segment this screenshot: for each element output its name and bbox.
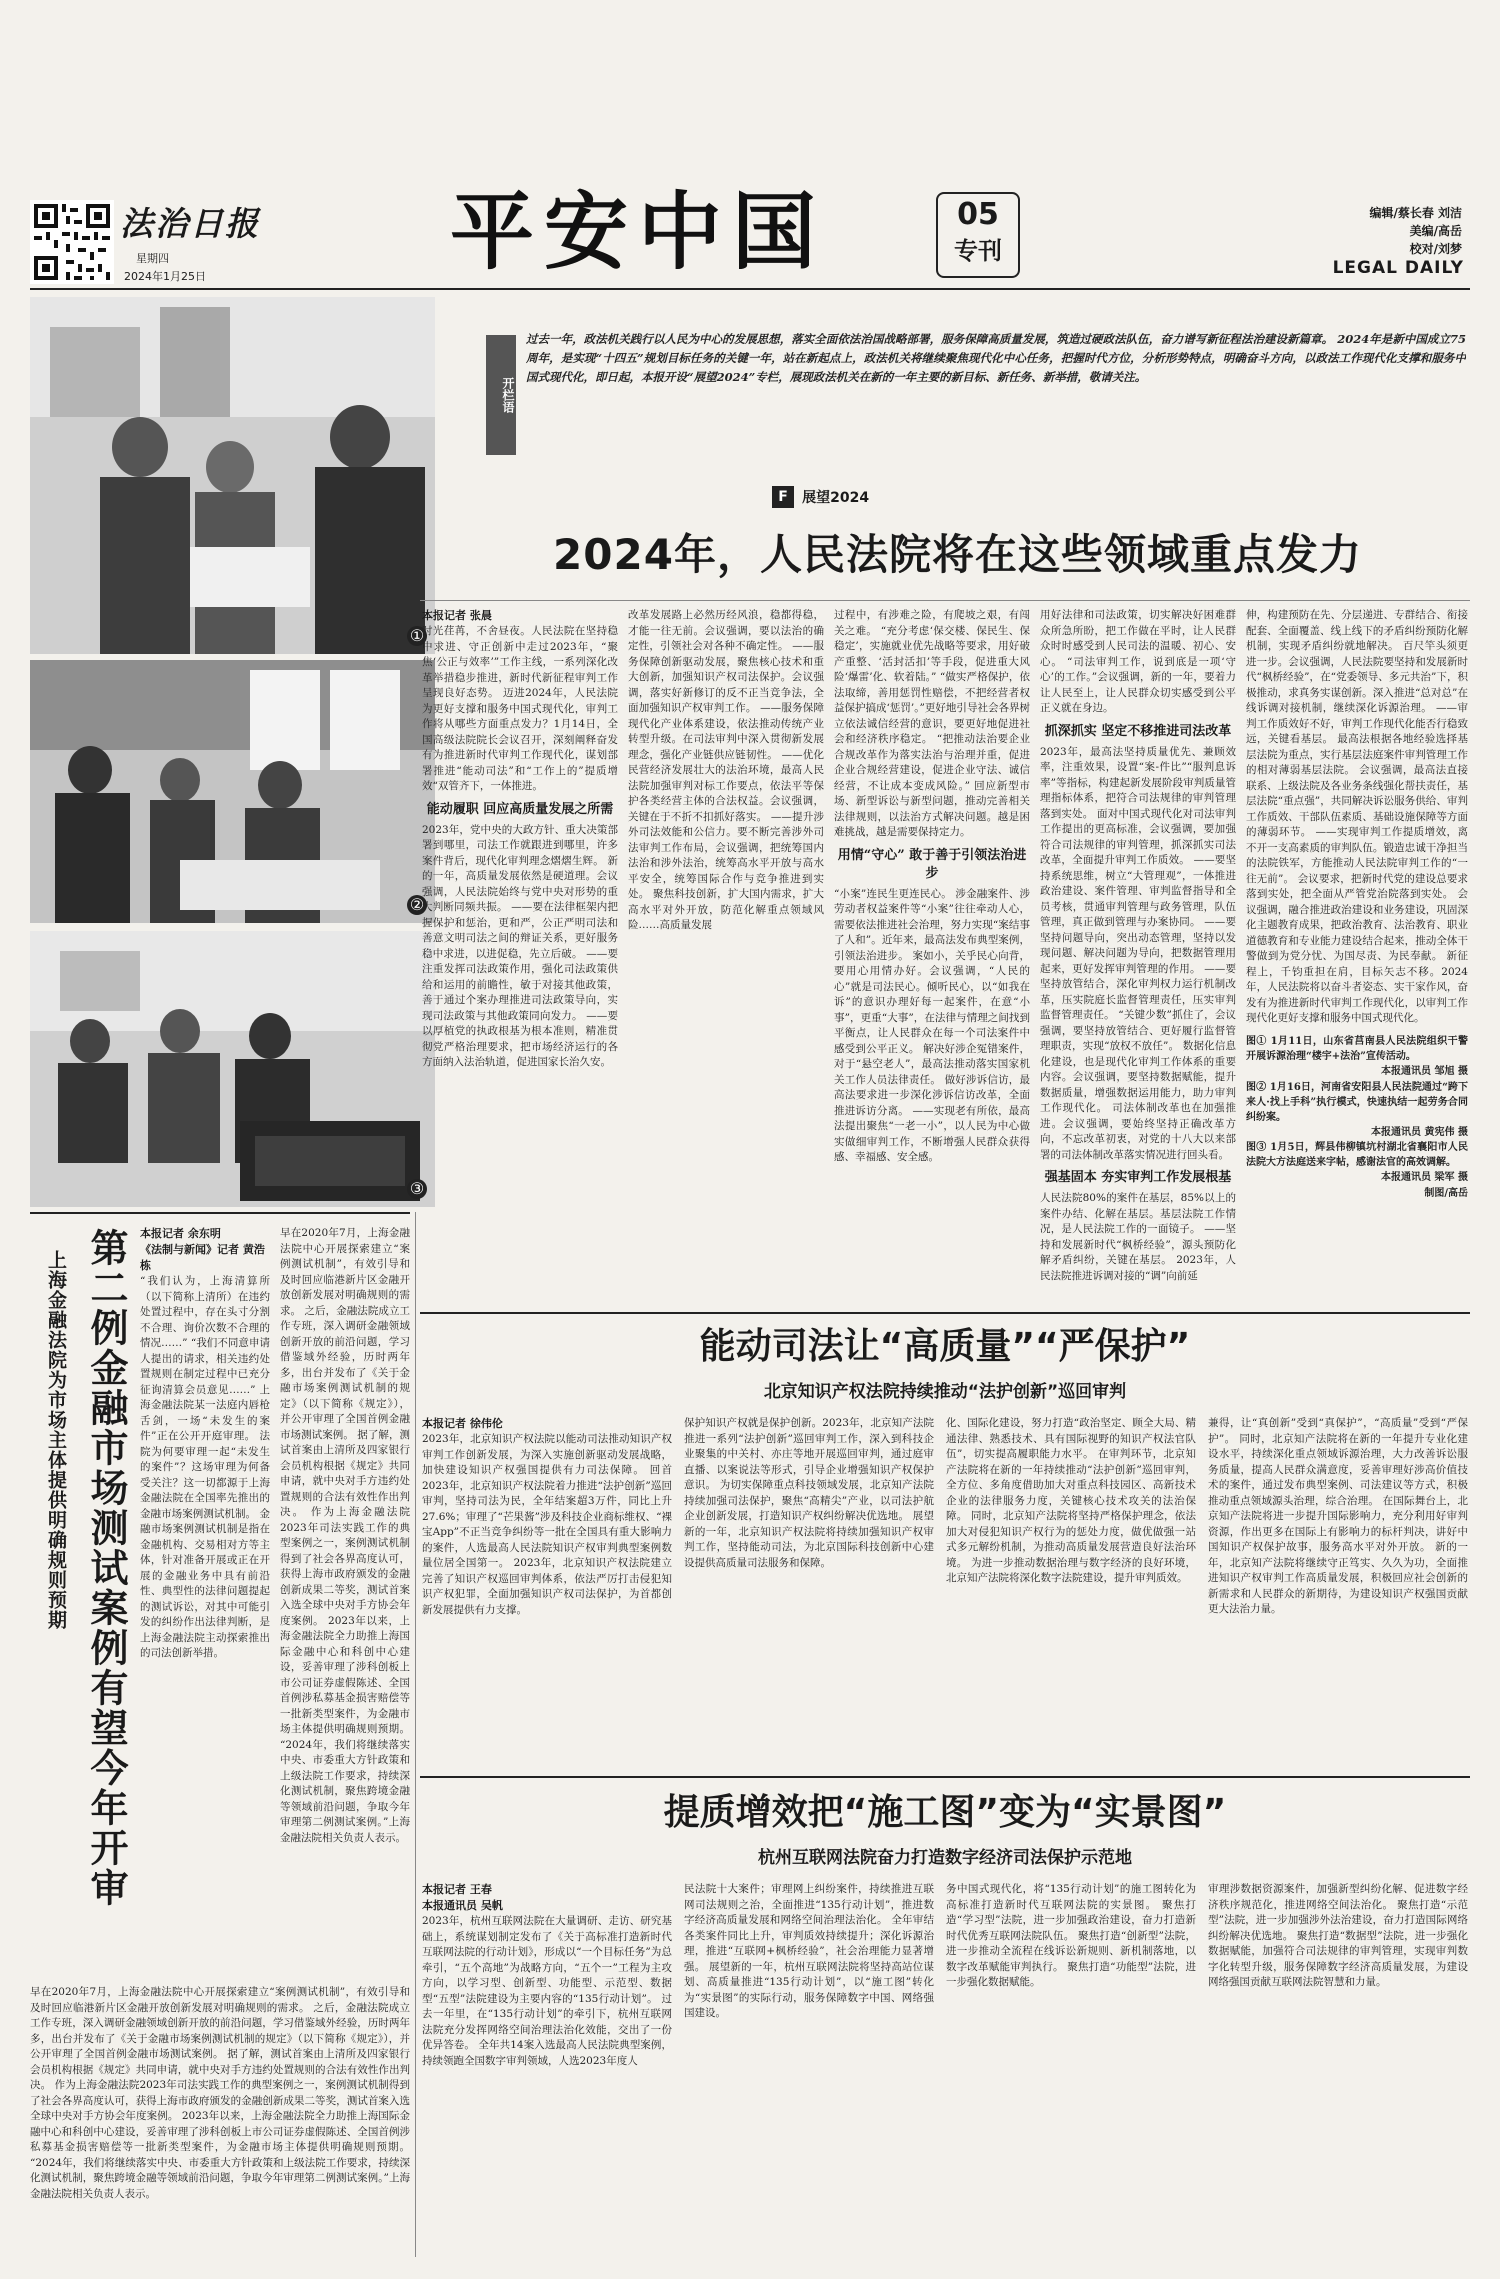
vertical-divider [415, 1212, 416, 2257]
article3-col4-text: 兼得，让“真创新”受到“真保护”，“高质量”受到“严保护”。 同时，北京知产法院将在新的一年提升专业化建设水平，持续深化重点领域诉源治理，大力改善诉讼服务质量，提高人民群众满意度，妥善审理好涉高价值技术的案件，通过发布典型案例、司法建议等方式，积极推动重点领域源头治理，综合治理。 在国际舞台上，北京知产法院将进一步提升国际影响力，充分利用好审判资源，作出更多在国际上有影响力的标杆判决，讲好中国知识产权保护故事，服务高水平对外开放。 新的一年，北京知产法院将继续守正笃实、久久为功，全面推进知识产权审判工作高质量发展，积极回应社会创新的新需求和人民群众的新期待，为建设知识产权强国贡献更大法治力量。 [1208, 1417, 1468, 1615]
article3-col1-text: 2023年，北京知识产权法院以能动司法推动知识产权审判工作创新发展，为深入实施创新驱动发展战略，加快建设知识产权强国提供有力司法保障。 回首2023年，北京知识产权法院着力推进“法护创新”巡回审判，坚持司法为民，全年结案超3万件，同比上升27.6%；审理了“芒果酱”涉及科技企业商标维权、“裸宝App”不正当竞争纠纷等一批在全国具有重大影响力的案件，人选最高人民法院知识产权审判典型案例数量位居全国第一。 2023年，北京知识产权法院建立完善了知识产权巡回审判体系，依法严厉打击侵犯知识产权犯罪，全面加强知识产权司法保护，为首都创新发展提供有力支撑。 [422, 1433, 672, 1616]
article3-col4 [1208, 1416, 1468, 1766]
intro-tag [486, 335, 516, 455]
page-number-box [936, 192, 1020, 278]
article2-subhead: 上海金融法院为市场主体提供明确规则预期 [45, 1250, 67, 1630]
graphic-credit: 制图/高岳 [1424, 1187, 1468, 1199]
caption-3-credit: 本报通讯员 梁军 摄 [1381, 1172, 1468, 1183]
column-badge [772, 486, 869, 512]
photo-3 [30, 931, 435, 1207]
article4-headline: 提质增效把“施工图”变为“实景图” [663, 1792, 1227, 1833]
article4-col3 [946, 1882, 1196, 2257]
article2-byline-2: 《法制与新闻》记者 黄浩栋 [140, 1243, 265, 1272]
qr-code [30, 200, 114, 284]
page-number: 05 [957, 197, 999, 232]
article4-col2 [684, 1882, 934, 2257]
editor-credit-1: 编辑/蔡长春 刘洁 [1369, 206, 1462, 220]
article1-col3-text-a: 过程中，有涉难之险，有爬坡之艰，有闯关之难。 “充分考虑‘保交楼、保民生、保稳定’，实施就业优先战略等要求，用好破产重整、‘活封活扣’等手段，促进重大风险‘爆雷’化、软着陆。” “做实严格保护，依法取缔，善用惩罚性赔偿，不把经营者权益保护搞成‘惩罚’。”更好地引导社会各界树立依法诚信经营的意识，要更好地促进社会和经济秩序稳定。 “把推动法治要企业合规改革作为落实法治与治理并重，促进企业合规经营建设，促进企业守法、诚信经营，不让成本变成风险。” 回应新型市场、新型诉讼与新型问题，推动完善相关法律规则，以法治方式解决问题。越是困难挑战，越是需要保持定力。 [834, 609, 1030, 838]
article4-byline-2: 本报通讯员 吴帆 [422, 1899, 503, 1912]
weekday: 星期四 [136, 252, 169, 265]
article1-byline: 本报记者 张晨 [422, 609, 492, 622]
article3-headline: 能动司法让“高质量”“严保护” [699, 1326, 1191, 1367]
article1-subhead-3: 抓深抓实 坚定不移推进司法改革 [1044, 723, 1232, 739]
masthead-rule [30, 288, 1470, 290]
article1-headline: 2024年，人民法院将在这些领域重点发力 [553, 530, 1362, 579]
article1-rule [420, 600, 1470, 601]
issue-date: 2024年1月25日 [124, 270, 206, 283]
article2-top-rule [30, 1212, 410, 1214]
article1-col4-text-a: 用好法律和司法政策，切实解决好困难群众所急所盼，把工作做在平时，让人民群众时时感受到人民司法的温暖、初心、安心。 “司法审判工作，说到底是一项‘守心’的工作。”会议强调，新的一年，要着力让人民至上，让人民群众切实感受到公平正义就在身边。 [1040, 609, 1236, 714]
article1-col1-text-a: 时光荏苒，不舍昼夜。人民法院在坚持稳中求进、守正创新中走过2023年，“聚焦‘公正与效率’”工作主线，一系列深化改革举措稳步推进，新时代新征程审判工作呈现良好态势。 迈进2024年，人民法院为更好支撑和服务中国式现代化，审判工作将从哪些方面重点发力？1月14日，全国高级法院院长会议召开，深刻阐释奋发有为推进新时代审判工作现代化，谋划部署推进“能动司法”和“工作上的”提质增效“双管齐下，一体推进。 [422, 625, 618, 792]
photo-2-label: ② [407, 895, 427, 915]
article4-col3-text: 务中国式现代化，将“135行动计划”的施工图转化为高标准打造新时代互联网法院的实景图。 聚焦打造“学习型”法院，进一步加强政治建设，奋力打造新时代优秀互联网法院队伍。 聚焦打造“创新型”法院，进一步推动全流程在线诉讼新规则、新机制落地，以数字改革赋能审判执行。 聚焦打造“功能型”法院，进一步强化数据赋能。 [946, 1883, 1196, 1988]
article1-col4-text-b: 2023年，最高法坚持质量优先、兼顾效率，注重效果，设置“案-件比”“服判息诉率”等指标，构建起新发展阶段审判质量管理指标体系，把符合司法规律的审判管理落到实处。 面对中国式现代化对司法审判工作提出的更高标准，会议强调，要加强符合司法规律的审判管理，抓深抓实司法改革，全面提升审判工作质效。 ——要坚持系统思维，树立“大管理观”，一体推进政治建设、案件管理、审判监督指导和全员考核，贯通审判管理与政务管理，队伍管理，真正做到管理与办案协同。 ——要坚持问题导向，突出动态管理，坚持以发现问题、解决问题为导向，把数据管理用起来，更好发挥审判管理的作用。 ——要坚持放管结合，深化审判权力运行机制改革，压实院庭长监督管理责任，压实审判监督管理责任。 “关键少数”抓住了，会议强调，要坚持放管结合、更好履行监督管理职责，实现“放权不放任”。 数据化信息化建设，也是现代化审判工作体系的重要内容。会议强调，要坚持数据赋能，提升数据质量，增强数据运用能力，助力审判工作现代化。 司法体制改革也在加强推进。会议强调，要始终坚持正确改革方向，不忘改革初衷，对党的十八大以来部署的司法体制改革落实情况进行回头看。 [1040, 745, 1236, 1161]
article1-col5-text: 伸，构建预防在先、分层递进、专群结合、衔接配套、全面覆盖、线上线下的矛盾纠纷预防化解机制，实现矛盾纠纷就地解决。 百尺竿头须更进一步。会议强调，人民法院要坚持和发展新时代“枫桥经验”，在“党委领导、多元共治”下，积极推动，求真务实谋创新。深入推进“总对总”在线诉调对接机制，继续深化诉源治理。 ——审判工作质效好不好，审判工作现代化能否行稳致远，关键看基层。 最高法根据各地经验选择基层法院为重点，实行基层法庭案件审判管理工作的相对薄弱基层法院。 会议强调，最高法直接联系、上级法院及各业务条线强化帮扶责任，基层法院“重点强”，共同解决诉讼服务供给、审判工作质效、干部队伍素质、基础设施保障等方面的薄弱环节。 ——实现审判工作提质增效，离不开一支高素质的审判队伍。锻造忠诚干净担当的法院铁军，方能推动人民法院审判工作的“一往无前”。 会议要求，把新时代党的建设总要求落到实处，把全面从严管党治院落到实处。 会议强调，融合推进政治建设和业务建设，巩固深化主题教育成果，把政治教育、法治教育、职业道德教育和专业能力建设结合起来，推动全体干警做到为党分忧、为国尽责、为民奉献。 新征程上，千钧重担在肩，目标矢志不移。2024年，人民法院将以奋斗者姿态、实干家作风，奋发有为推进新时代审判工作现代化，以审判工作现代化更好支撑和服务中国式现代化。 [1246, 609, 1468, 1024]
article3-col2-text: 保护知识产权就是保护创新。2023年，北京知产法院推进一系列“法护创新”巡回审判工作，深入到科技企业聚集的中关村、亦庄等地开展巡回审判，通过庭审直播、以案说法等形式，引导企业增强知识产权保护意识。 为切实保障重点科技领域发展，北京知产法院持续加强司法保护，聚焦“高精尖”产业，以司法护航企业创新发展，打造知识产权纠纷解决优选地。 展望新的一年，北京知识产权法院将持续加强知识产权审判工作，坚持能动司法，为北京国际科技创新中心建设提供高质量司法服务和保障。 [684, 1417, 934, 1569]
article4-byline-1: 本报记者 王春 [422, 1883, 492, 1896]
caption-2: 图② 1月16日，河南省安阳县人民法院通过“跨下来人·找上手科”执行模式，快速执结一起劳务合同纠纷案。 [1246, 1081, 1468, 1123]
page-kind: 专刊 [954, 237, 1002, 265]
article4-subhead: 杭州互联网法院奋力打造数字经济司法保护示范地 [758, 1848, 1132, 1868]
article4-top-rule [420, 1776, 1470, 1778]
article2-text-continued: 早在2020年7月，上海金融法院中心开展探索建立“案例测试机制”，有效引导和及时回应临港新片区金融开放创新发展对明确规则的需求。 之后，金融法院成立工作专班，深入调研金融领域创新开放的前沿问题，学习借鉴域外经验，历时两年多，出台并发布了《关于金融市场案例测试机制的规定》（以下简称《规定》），并公开审理了全国首例金融市场测试案例。 据了解，测试首案由上清所及四家银行会员机构根据《规定》共同申请，就中央对手方违约处置规则的合法有效性作出判决。 作为上海金融法院2023年司法实践工作的典型案例之一，案例测试机制得到了社会各界高度认可，获得上海市政府颁发的金融创新成果二等奖，测试首案入选全球中央对手方协会年度案例。 2023年以来，上海金融法院全力助推上海国际金融中心和科创中心建设，妥善审理了涉科创板上市公司证券虚假陈述、全国首例涉私募基金损害赔偿等一批新类型案件，为金融市场主体提供明确规则预期。 “2024年，我们将继续落实中央、市委重大方针政策和上级法院工作要求，持续深化测试机制，聚焦跨境金融等领域前沿问题，争取今年审理第二例测试案例。”上海金融法院相关负责人表示。 [30, 1986, 410, 2200]
article2-col1 [140, 1226, 270, 1978]
article1-col2 [628, 608, 824, 1305]
article1-subhead-4: 强基固本 夯实审判工作发展根基 [1044, 1170, 1232, 1185]
badge-label: 展望2024 [802, 490, 870, 506]
photo-1-label: ① [407, 626, 427, 646]
article1-col4-text-c: 人民法院80%的案件在基层，85%以上的案件办结、化解在基层。基层法院工作情况，是人民法院工作的一面镜子。 ——坚持和发展新时代“枫桥经验”，源头预防化解矛盾纠纷，关键在基层。 2023年，人民法院推进诉调对接的“调”向前延 [1040, 1192, 1236, 1282]
article1-col2-text: 改革发展路上必然历经风浪，稳都得稳，才能一往无前。会议强调，要以法治的确定性，引领社会对各种不确定性。 ——服务保障创新驱动发展，聚焦核心技术和重大创新，加强知识产权司法保护。会议强调，落实好新修订的反不正当竞争法，全面加强知识产权审判工作。 ——服务保障现代化产业体系建设，依法推动传统产业转型升级。在司法审判中深入贯彻新发展理念，强化产业链供应链韧性。 ——优化民营经济发展壮大的法治环境，最高人民法院加强审判对标工作要点，依法平等保护各类经营主体的合法权益。会议强调，关键在于不折不扣抓好落实。 ——提升涉外司法效能和公信力。要不断完善涉外司法审判工作布局，会议强调，把统筹国内法治和涉外法治，统筹高水平开放与高水平安全，统筹国际合作与竞争推进到实处。 聚焦科技创新，扩大国内需求，扩大高水平对外开放，防范化解重点领域风险……高质量发展 [628, 609, 824, 931]
article1-subhead-2: 用情“守心” 敢于善于引领法治进步 [837, 847, 1027, 881]
article3-top-rule [420, 1312, 1470, 1314]
article2-bottom [30, 1985, 410, 2255]
article2-headline: 第二例金融市场测试案例有望今年开审 [84, 1228, 128, 1908]
intro-text: 过去一年，政法机关践行以人民为中心的发展思想，落实全面依法治国战略部署，服务保障高质量发展，筑造过硬政法队伍，奋力谱写新征程法治建设新篇章。 2024年是新中国成立75周年，是实现“十四五”规划目标任务的关键一年，站在新起点上，政法机关将继续聚焦现代化中心任务，把握时代方位，分析形势特点，明确奋斗方向，以政法工作现代化支撑和服务中国式现代化，即日起，本报开设“展望2024”专栏，展现政法机关在新的一年主要的新目标、新任务、新举措，敬请关注。 [526, 332, 1466, 384]
article1-col3 [834, 608, 1030, 1305]
article1-col4 [1040, 608, 1236, 1305]
caption-1-credit: 本报通讯员 邹旭 摄 [1381, 1066, 1468, 1077]
article4-col1 [422, 1882, 672, 2257]
legal-daily-wordmark: LEGAL DAILY [1332, 258, 1464, 278]
article4-col1-text: 2023年，杭州互联网法院在大量调研、走访、研究基础上，系统谋划制定发布了《关于高标准打造新时代互联网法院的行动计划》，形成以“一个目标任务”为总牵引，“五个高地”为战略方向，“五个一”工程为主攻方向，以学习型、创新型、功能型、示范型、数据型“五型”法院建设为主要内容的“135行动计划”。 过去一年里，在“135行动计划”的牵引下，杭州互联网法院充分发挥网络空间治理法治化效能，交出了一份优异答卷。 全年共14案入选最高人民法院典型案例，持续领跑全国数字审判领域，人选2023年度人 [422, 1915, 672, 2067]
article3-subhead: 北京知识产权法院持续推动“法护创新”巡回审判 [763, 1382, 1127, 1402]
editor-credit-2: 美编/高岳 [1409, 224, 1462, 238]
article3-col3 [946, 1416, 1196, 1766]
photo-1 [30, 297, 435, 654]
caption-3: 图③ 1月5日，辉县伟柳镇坑村湖北省襄阳市人民法院大方法庭送来字帖，感谢法官的高效调解。 [1246, 1142, 1468, 1168]
article2-text-b: 早在2020年7月，上海金融法院中心开展探索建立“案例测试机制”，有效引导和及时回应临港新片区金融开放创新发展对明确规则的需求。 之后，金融法院成立工作专班，深入调研金融领域创新开放的前沿问题，学习借鉴域外经验，历时两年多，出台并发布了《关于金融市场案例测试机制的规定》（以下简称《规定》），并公开审理了全国首例金融市场测试案例。 据了解，测试首案由上清所及四家银行会员机构根据《规定》共同申请，就中央对手方违约处置规则的合法有效性作出判决。 作为上海金融法院2023年司法实践工作的典型案例之一，案例测试机制得到了社会各界高度认可，获得上海市政府颁发的金融创新成果二等奖，测试首案入选全球中央对手方协会年度案例。 2023年以来，上海金融法院全力助推上海国际金融中心和科创中心建设，妥善审理了涉科创板上市公司证券虚假陈述、全国首例涉私募基金损害赔偿等一批新类型案件，为金融市场主体提供明确规则预期。 “2024年，我们将继续落实中央、市委重大方针政策和上级法院工作要求，持续深化测试机制，聚焦跨境金融等领域前沿问题，争取今年审理第二例测试案例。”上海金融法院相关负责人表示。 [280, 1227, 410, 1844]
article3-byline: 本报记者 徐伟伦 [422, 1417, 503, 1430]
intro-tag-label: 开栏语 [501, 377, 515, 413]
article4-col4 [1208, 1882, 1468, 2257]
article1-col1-text-b: 2023年，党中央的大政方针、重大决策部署到哪里，司法工作就跟进到哪里，许多案件背后，现代化审判理念熠熠生辉。 新的一年，高质量发展依然是硬道理。会议强调，人民法院始终与党中央对形势的重大判断同频共振。 ——要在法律框架内把握保护和惩治，更和严，公正严明司法和善意文明司法之间的辩证关系，更好服务稳中求进，以进促稳，先立后破。 ——要注重发挥司法政策作用，强化司法政策供给和运用的前瞻性，敏于对接其他政策，善于通过个案办理推进司法政策导向，实现司法政策与其他政策同向发力。 ——要以厚植党的执政根基为根本准则，精准贯彻党严格治理要求，把市场经济运行的各方面纳入法治轨道，促进国家长治久安。 [422, 823, 618, 1068]
article3-col2 [684, 1416, 934, 1766]
masthead [0, 0, 1500, 290]
article2-text-a: “我们认为，上海清算所（以下简称上清所）在违约处置过程中，存在头寸分割不合理、询价次数不合理的情况……” “我们不同意申请人提出的请求，相关违约处置规则在制定过程中已充分征询清算会员意见……” 上海金融法院某一法庭内唇枪舌剑，一场“未发生的案件”正在公开开庭审理。 法院为何要审理一起“未发生的案件”？这场审理为何备受关注？这一切都源于上海金融法院在全国率先推出的金融市场案例测试机制。 金融市场案例测试机制是指在金融机构、交易相对方等主体，针对准备开展或正在开展的金融业务中具有前沿性、典型性的法律问题提起的测试诉讼，对其中可能引发的纠纷作出法律判断，是上海金融法院主动探索推出的司法创新举措。 [140, 1275, 270, 1659]
badge-icon: F [772, 486, 794, 508]
article1-col1 [422, 608, 618, 1305]
article2-col2 [280, 1226, 410, 1978]
article1-subhead-1: 能动履职 回应高质量发展之所需 [426, 801, 614, 817]
article1-col3-text-b: “小案”连民生更连民心。 涉金融案件、涉劳动者权益案件等“小案”往往牵动人心，需要依法推进社会治理，努力实现“案结事了人和”。近年来，最高法发布典型案例，引领法治进步。 案如小，关乎民心向背，要用心用情办好。会议强调，“人民的心”就是司法民心。倾听民心，以“如我在诉”的意识办理好每一起案件，在意“小事”，更重“大事”，在法律与情理之间找到平衡点，让人民群众在每一个司法案件中感受到公平正义。 解决好涉企冤错案件，对于“悬空老人”，最高法推动落实国家机关工作人员法律责任。 做好涉诉信访，最高法要求进一步深化涉诉信访改革，全面推进诉访分离。 ——实现老有所依，最高法提出聚焦“一老一小”，以人民为中心做实做细审判工作，不断增强人民群众获得感、幸福感、安全感。 [834, 887, 1030, 1163]
editor-credit-3: 校对/刘梦 [1409, 242, 1462, 256]
photo-2 [30, 660, 435, 923]
article2-byline-1: 本报记者 余东明 [140, 1227, 221, 1240]
article4-col4-text: 审理涉数据资源案件，加强新型纠纷化解、促进数字经济秩序规范化，推进网络空间法治化。 聚焦打造“示范型”法院，进一步加强涉外法治建设，奋力打造国际网络纠纷解决优选地。 聚焦打造“数据型”法院，进一步强化数据赋能，加强符合司法规律的审判管理，实现审判数字化转型升级，服务保障数字经济高质量发展，为建设网络强国贡献互联网法院智慧和力量。 [1208, 1883, 1468, 1988]
article4-col2-text: 民法院十大案件；审理网上纠纷案件，持续推进互联网司法规则之治，全面推进“135行动计划”，推进数字经济高质量发展和网络空间治理法治化。 全年审结各类案件同比上升，审判质效持续提升；深化诉源治理，推进“互联网+枫桥经验”，社会治理能力显著增强。 展望新的一年，杭州互联网法院将坚持高站位谋划、高质量推进“135行动计划”，以“施工图”转化为“实景图”的实际行动，服务保障数字中国、网络强国建设。 [684, 1883, 934, 2019]
article3-col1 [422, 1416, 672, 1766]
section-title: 平安中国 [450, 183, 827, 281]
photo-captions [1246, 1034, 1468, 1201]
caption-2-credit: 本报通讯员 黄宪伟 摄 [1371, 1126, 1468, 1138]
paper-name-logo: 法治日报 [120, 204, 260, 243]
article1-col5 [1246, 608, 1468, 1305]
caption-1: 图① 1月11日，山东省莒南县人民法院组织干警开展诉源治理“楼宇+法治”宣传活动。 [1246, 1036, 1468, 1062]
article3-col3-text: 化、国际化建设，努力打造“政治坚定、顾全大局、精通法律、熟悉技术、具有国际视野的知识产权法官队伍”，切实提高履职能力水平。 在审判环节，北京知产法院将在新的一年持续推动“法护创新”巡回审判，全方位、多角度借助加大对重点科技园区、高新技术企业的法律服务力度，关键核心技术攻关的法治保障。 同时，北京知产法院将坚持严格保护理念，依法加大对侵犯知识产权行为的惩处力度，做优做强一站式多元解纷机制，为推动高质量发展营造良好法治环境。 为进一步推动数据治理与数字经济的良好环境，北京知产法院将深化数字法院建设，提升审判质效。 [946, 1417, 1196, 1584]
photo-3-label: ③ [407, 1179, 427, 1199]
